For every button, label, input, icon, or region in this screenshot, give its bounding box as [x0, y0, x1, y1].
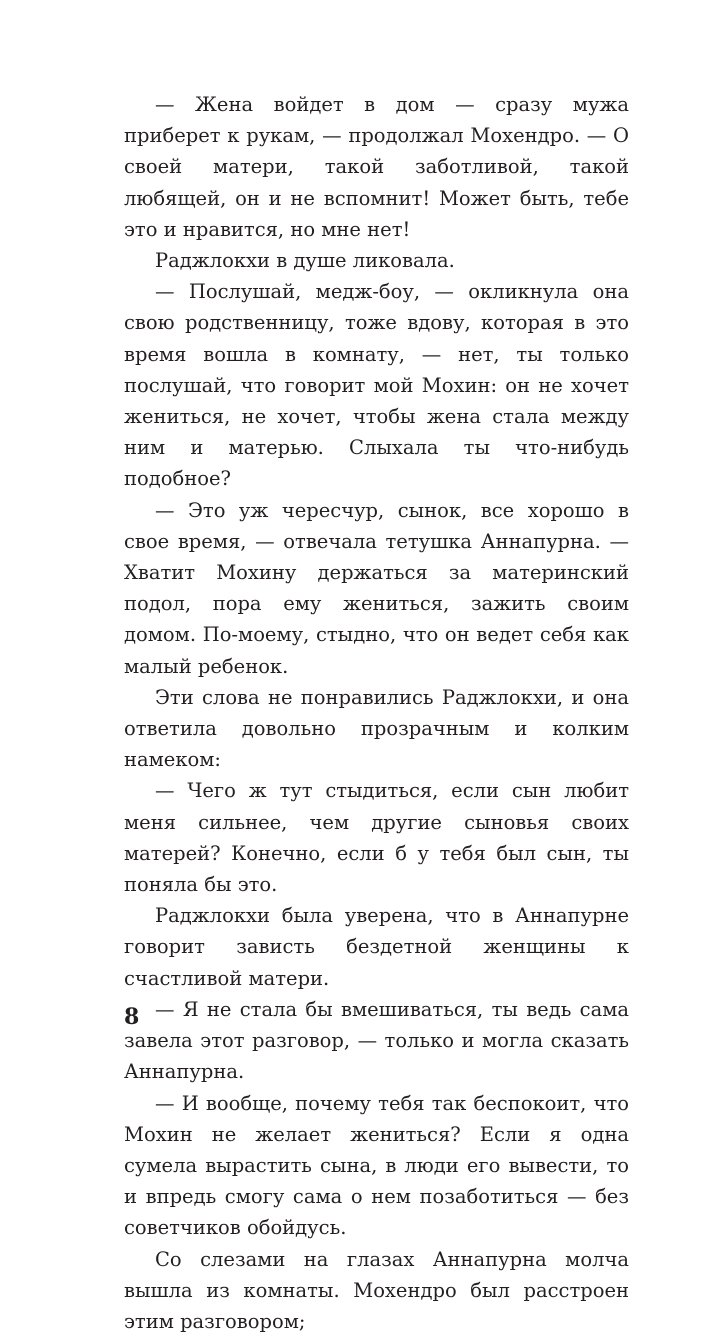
paragraph: — Я не стала бы вмешиваться, ты ведь сама завела этот разговор, — только и могла сказать Аннапурна. — [124, 997, 629, 1084]
body-text — [124, 89, 629, 1337]
paragraph: Раджлокхи в душе ликовала. — [155, 249, 455, 273]
paragraph: — Чего ж тут стыдиться, если сын любит меня сильнее, чем другие сыновья своих матерей? Конечно, если б у тебя был сын, ты поняла бы это. — [124, 779, 629, 897]
paragraph: — Жена войдет в дом — сразу мужа приберет к рукам, — продолжал Мохендро. — О своей матери, такой заботливой, такой любящей, он и не вспомнит! Может быть, тебе это и нравится, но мне нет! — [124, 93, 629, 241]
paragraph: Со слезами на глазах Аннапурна молча вышла из комнаты. Мохендро был расстроен этим разговором; — [124, 1247, 629, 1333]
paragraph: Эти слова не понравились Раджлокхи, и она ответила довольно прозрачным и колким намеком: — [124, 685, 629, 772]
page-number: 8 — [124, 1004, 140, 1030]
paragraph: — Это уж чересчур, сынок, все хорошо в свое время, — отвечала тетушка Аннапурна. — Хватит Мохину держаться за материнский подол, пора ему жениться, зажить своим домом. По-моему, стыдно, что он ведет себя как малый ребенок. — [124, 498, 629, 678]
paragraph: — Послушай, медж-боу, — окликнула она свою родственницу, тоже вдову, которая в это время вошла в комнату, — нет, ты только послушай, что говорит мой Мохин: он не хочет жениться, не хочет, чтобы жена стала между ним и матерью. Слыхала ты что-нибудь подобное? — [124, 280, 629, 491]
paragraph: Раджлокхи была уверена, что в Аннапурне говорит зависть бездетной женщины к счастливой матери. — [124, 904, 629, 990]
paragraph: — И вообще, почему тебя так беспокоит, что Мохин не желает жениться? Если я одна сумела вырастить сына, в люди его вывести, то и впредь смогу сама о нем позаботиться — без советчиков обойдусь. — [124, 1091, 629, 1240]
